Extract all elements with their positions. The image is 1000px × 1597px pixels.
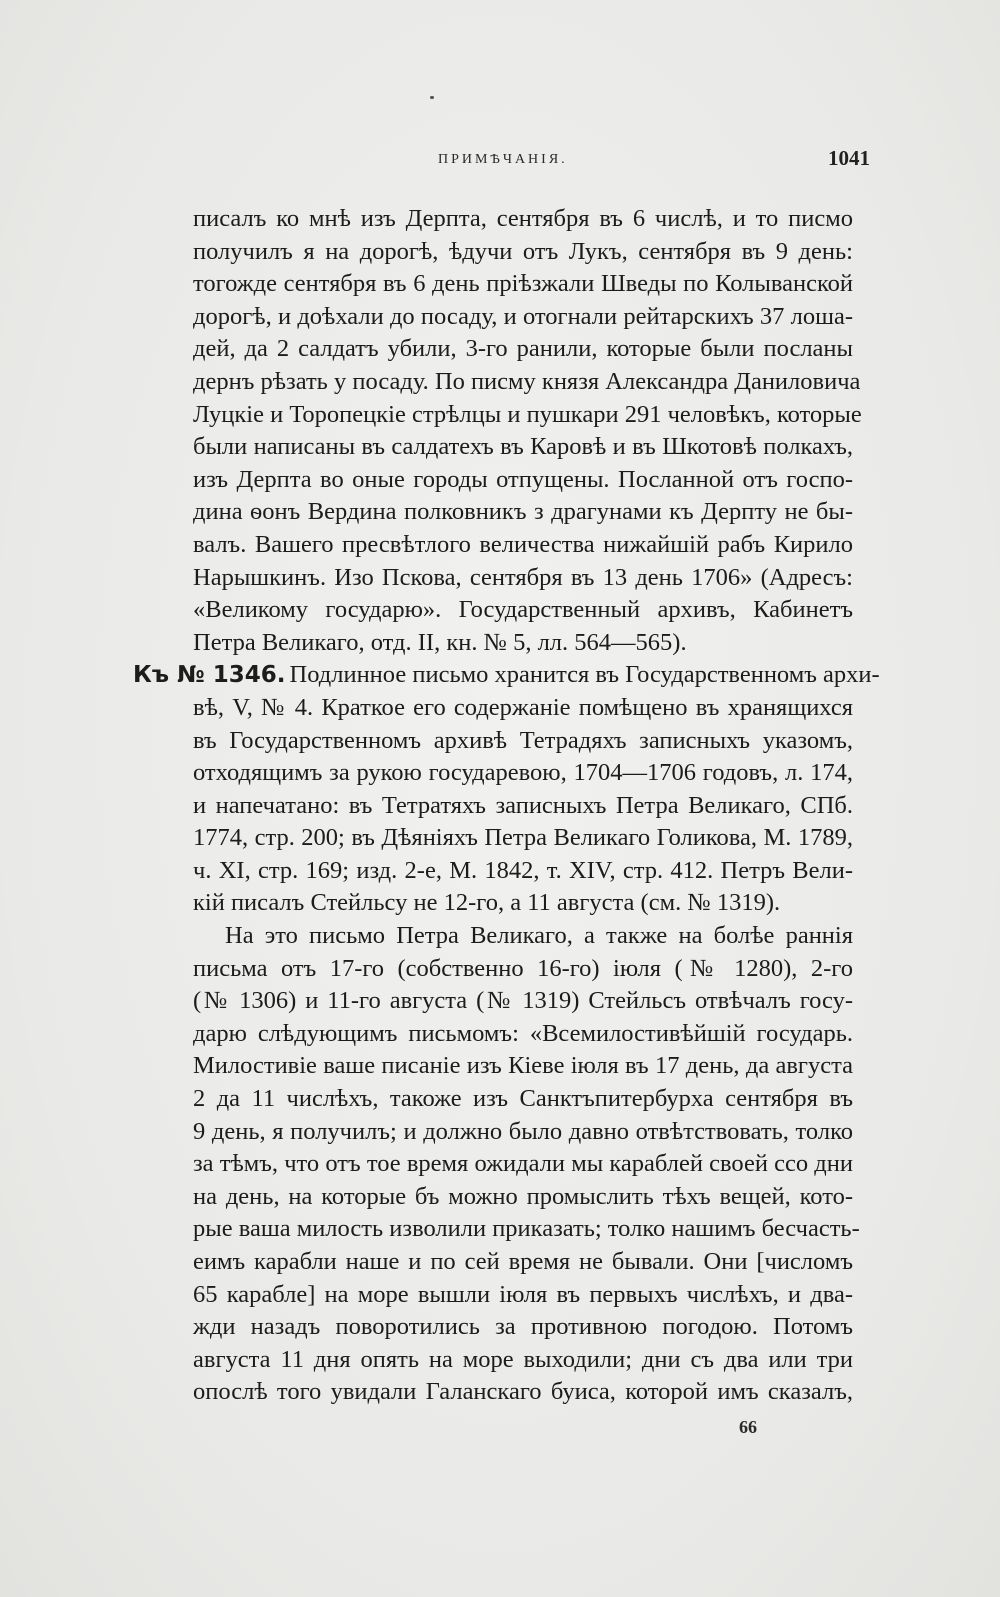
text-line: были написаны въ салдатехъ въ Каровѣ и въ Шкотовѣ полкахъ, [193, 433, 853, 461]
text-line: (№ 1306) и 11-го августа (№ 1319) Стейльсъ отвѣчалъ госу- [193, 987, 853, 1015]
page-number: 1041 [828, 146, 870, 170]
text-line: дарю слѣдующимъ письмомъ: «Всемилостивѣйшій государь. [193, 1019, 853, 1047]
text-line: дина ѳонъ Вердина полковникъ з драгунами къ Дерпту не бы- [193, 498, 853, 526]
text-line: 2 да 11 числѣхъ, такоже изъ Санктъпитербурха сентября въ [193, 1085, 853, 1113]
entry-first-line [133, 659, 880, 692]
entry-label: Къ № 1346. [133, 662, 286, 689]
text-line: Луцкіе и Торопецкіе стрѣлцы и пушкари 291 человѣкъ, которые [193, 400, 862, 428]
text-line: еимъ карабли наше и по сей время не бывали. Они [числомъ [193, 1248, 853, 1275]
print-speck [430, 96, 434, 99]
text-line: въ Государственномъ архивѣ Тетрадяхъ записныхъ указомъ, [193, 726, 853, 754]
text-line: дей, да 2 салдатъ убили, 3-го ранили, которые были посланы [193, 335, 853, 363]
text-line: тогожде сентября въ 6 день пріѣзжали Шведы по Колыванской [193, 270, 853, 298]
text-line: дорогѣ, и доѣхали до посаду, и отогнали рейтарскихъ 37 лоша- [193, 302, 853, 330]
text-line: «Великому государю». Государственный архивъ, Кабинетъ [193, 596, 853, 624]
text-line: письма отъ 17-го (собственно 16-го) іюля (№ 1280), 2-го [193, 954, 853, 982]
text-line: Петра Великаго, отд. II, кн. № 5, лл. 564—565). [193, 628, 687, 656]
body-text [133, 203, 880, 1409]
text-line: ч. XI, стр. 169; изд. 2-е, М. 1842, т. XIV, стр. 412. Петръ Вели- [193, 856, 853, 884]
text-line: писалъ ко мнѣ изъ Дерпта, сентября въ 6 числѣ, и то писмо [193, 205, 853, 232]
text-line: Нарышкинъ. Изо Пскова, сентября въ 13 день 1706» (Адресъ: [193, 563, 853, 591]
text-line: вѣ, V, № 4. Краткое его содержаніе помѣщено въ хранящихся [193, 693, 853, 721]
signature-mark: 66 [739, 1417, 757, 1437]
text-line: и напечатано: въ Тетратяхъ записныхъ Петра Великаго, СПб. [193, 791, 853, 819]
text-line: за тѣмъ, что отъ тое время ожидали мы караблей своей ссо дни [193, 1150, 853, 1178]
text-line: Милостивіе ваше писаніе изъ Кіеве іюля въ 17 день, да августа [193, 1052, 853, 1080]
text-line: 65 карабле] на море вышли іюля въ первыхъ числѣхъ, и два- [193, 1280, 853, 1308]
running-head: ПРИМѢЧАНІЯ. [438, 152, 568, 167]
text-line: 9 день, я получилъ; и должно было давно отвѣтствовать, толко [193, 1117, 853, 1145]
text-line: валъ. Вашего пресвѣтлого величества нижайшій рабъ Кирило [193, 530, 853, 558]
text-line: кій писалъ Стейльсу не 12-го, а 11 августа (см. № 1319). [193, 889, 781, 917]
text-line: получилъ я на дорогѣ, ѣдучи отъ Лукъ, сентября въ 9 день: [193, 237, 853, 265]
text-line: августа 11 дня опять на море выходили; дни съ два или три [193, 1345, 853, 1373]
text-line: отходящимъ за рукою государевою, 1704—1706 годовъ, л. 174, [193, 759, 853, 787]
text-line: на день, на которые бъ можно промыслить тѣхъ вещей, кото- [193, 1182, 853, 1210]
text-line: жди назадъ поворотились за противною погодою. Потомъ [193, 1313, 853, 1341]
text-line: рые ваша милость изволили приказать; толко нашимъ бесчасть- [193, 1215, 860, 1243]
entry-text: Подлинное письмо хранится въ Государственномъ архи- [289, 661, 880, 689]
text-line: изъ Дерпта во оные городы отпущены. Посланной отъ госпо- [193, 465, 853, 493]
paragraph-first-line: На это письмо Петра Великаго, а также на болѣе раннія [225, 922, 853, 950]
text-line: дернъ рѣзать у посаду. По писму князя Александра Даниловича [193, 367, 861, 395]
text-line: 1774, стр. 200; въ Дѣяніяхъ Петра Великаго Голикова, М. 1789, [193, 824, 853, 852]
text-line: опослѣ того увидали Галанскаго буиса, которой имъ сказалъ, [193, 1378, 853, 1406]
